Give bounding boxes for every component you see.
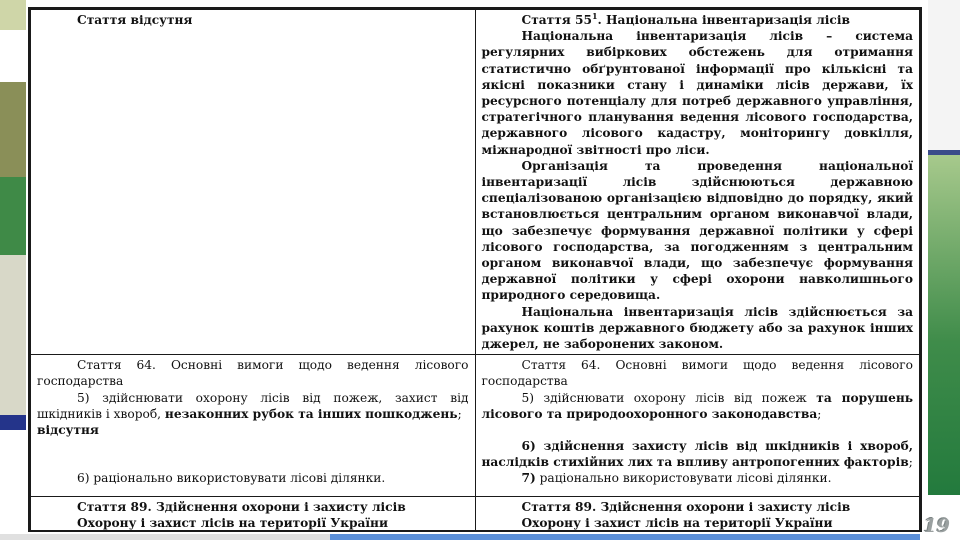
paragraph: Охорону і захист лісів на території України bbox=[77, 516, 389, 531]
spacer bbox=[482, 422, 914, 438]
table-row bbox=[31, 10, 920, 355]
table-cell-old-article-89 bbox=[31, 497, 476, 532]
heading-text-rest: . Національна інвентаризація лісів bbox=[597, 13, 850, 27]
paragraph: Національна інвентаризація лісів здійснюється за рахунок коштів державного бюджету або за рахунок інших джерел, не заборонених законом. bbox=[481, 304, 913, 352]
table-cell-old-article-64 bbox=[31, 355, 476, 497]
paragraph: Охорону і захист лісів на території України bbox=[521, 516, 833, 531]
item-7 bbox=[482, 470, 914, 486]
slide-decor-top-left bbox=[0, 0, 26, 30]
table-cell-old-article-55-1 bbox=[31, 10, 476, 355]
slide-decor-bottom-left bbox=[0, 534, 330, 540]
item-text-bold: незаконних рубок та інших пошкоджень bbox=[164, 406, 458, 421]
paragraph: Організація та проведення національної інвентаризації лісів здійснюються державною спеціалізованою організацією відповідно до порядку, який встановлюється центральним органом виконавчої влади, що забезпечує формування державної політики у сфері лісового господарства, за погодженням з центральним органом виконавчої влади, що забезпечує формування державної політики у сфері охорони навколишнього природного середовища. bbox=[481, 158, 913, 303]
item-6: 6) раціонально використовувати лісові ділянки. bbox=[77, 471, 386, 486]
heading-text: Стаття 55 bbox=[521, 13, 592, 27]
table-row bbox=[31, 355, 920, 497]
cell-heading: Стаття 64. Основні вимоги щодо ведення лісового господарства bbox=[481, 358, 913, 389]
slide-decor-left-olive bbox=[0, 82, 26, 177]
slide-decor-left-navy bbox=[0, 415, 26, 430]
heading-superscript: 1 bbox=[591, 10, 598, 21]
item-text-end: ; bbox=[908, 455, 913, 470]
comparison-table bbox=[30, 9, 920, 532]
cell-heading: Стаття 89. Здійснення охорони і захисту лісів bbox=[77, 500, 406, 515]
slide-decor-left-green bbox=[0, 177, 26, 255]
slide-decor-right-green bbox=[928, 155, 960, 495]
slide-decor-bottom-line bbox=[330, 534, 920, 540]
slide-decor-left-strip bbox=[0, 255, 26, 415]
comparison-document bbox=[28, 7, 922, 532]
item-5 bbox=[482, 390, 914, 422]
item-text-bold: 6) здійснення захисту лісів від шкідників і хвороб, наслідків стихійних лих та впливу антропогенних факторів bbox=[481, 439, 913, 470]
item-text-end: ; bbox=[817, 406, 822, 421]
table-cell-new-article-64 bbox=[475, 355, 920, 497]
item-number: 7) bbox=[521, 471, 536, 486]
cell-heading bbox=[482, 12, 914, 28]
slide-decor-right-top bbox=[928, 0, 960, 155]
spacer bbox=[37, 438, 469, 470]
item-6 bbox=[482, 438, 914, 470]
absent-note: відсутня bbox=[37, 423, 99, 438]
cell-heading: Стаття відсутня bbox=[77, 13, 193, 27]
item-5 bbox=[37, 390, 469, 422]
slide-page-number: 19 bbox=[923, 515, 950, 537]
item-text-bold: та порушень лісового та природоохоронного законодавства bbox=[481, 390, 914, 421]
cell-heading: Стаття 89. Здійснення охорони і захисту лісів bbox=[521, 500, 851, 515]
item-text-end: ; bbox=[457, 406, 462, 421]
item-text: раціонально використовувати лісові ділянки. bbox=[535, 471, 832, 486]
paragraph: Національна інвентаризація лісів – система регулярних вибіркових обстежень для отримання статистично обґрунтованої інформації про кількісні та якісні показники стану і динаміки лісів держави, їх ресурсного потенціалу для потреб державного управління, стратегічного планування ведення лісового господарства, державного лісового кадастру, моніторингу довкілля, міжнародної звітності про ліси. bbox=[481, 29, 913, 157]
table-row bbox=[31, 497, 920, 532]
item-text: 5) здійснювати охорону лісів від пожеж, захист від шкідників і хвороб, bbox=[37, 390, 469, 421]
item-text: 5) здійснювати охорону лісів від пожеж bbox=[521, 390, 817, 405]
table-cell-new-article-55-1 bbox=[475, 10, 920, 355]
table-cell-new-article-89 bbox=[475, 497, 920, 532]
cell-heading: Стаття 64. Основні вимоги щодо ведення лісового господарства bbox=[37, 358, 469, 389]
